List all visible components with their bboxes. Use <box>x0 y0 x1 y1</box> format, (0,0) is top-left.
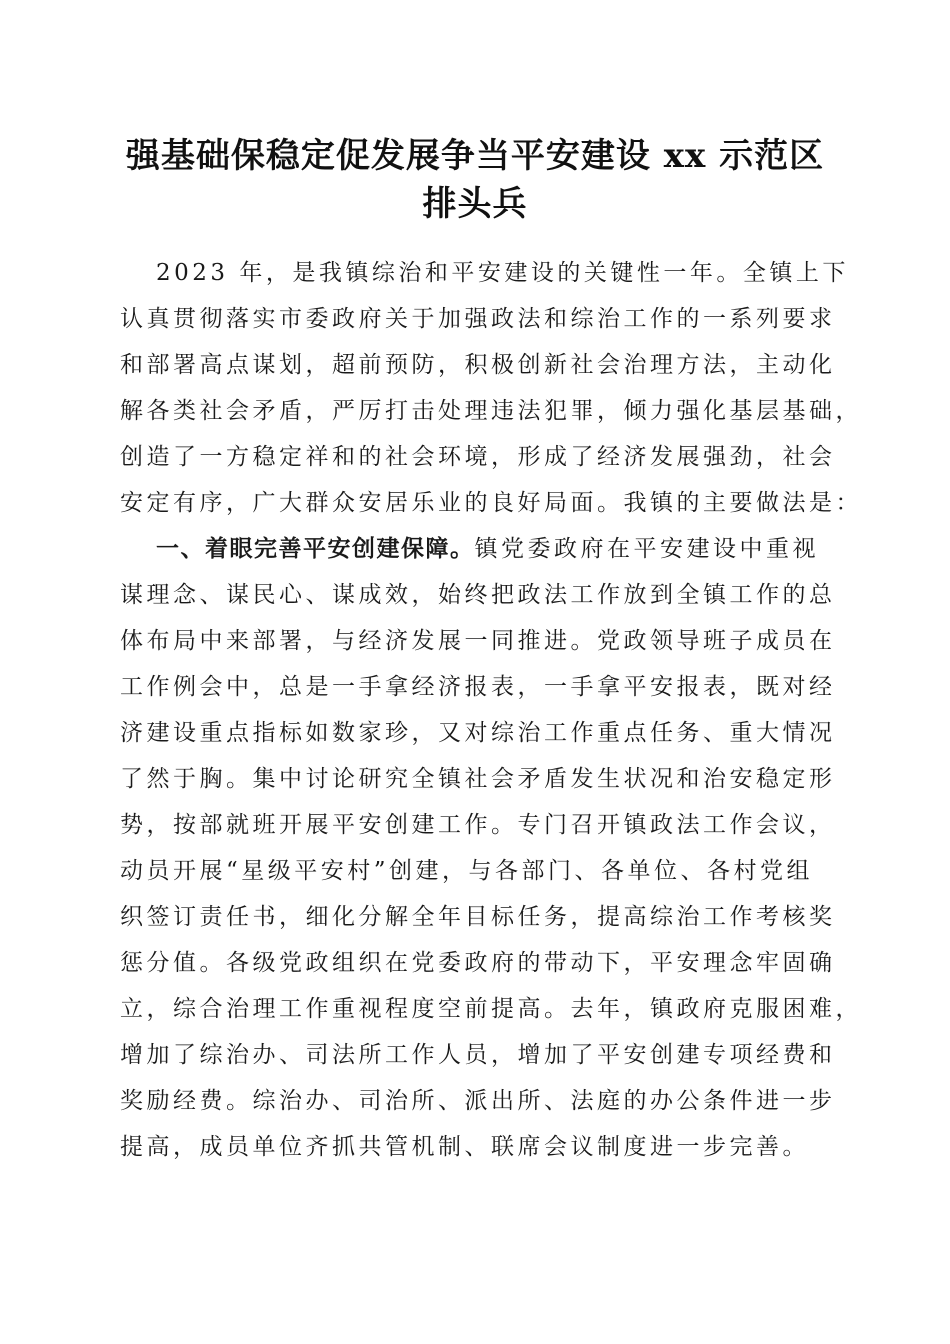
page-title <box>120 132 830 228</box>
paragraph-line: 济建设重点指标如数家珍，又对综治工作重点任务、重大情况 <box>120 720 836 746</box>
section-1-first-line <box>120 526 832 572</box>
paragraph-line: 动员开展“星级平安村”创建，与各部门、各单位、各村党组 <box>120 858 814 884</box>
paragraph-line: 创造了一方稳定祥和的社会环境，形成了经济发展强劲，社会 <box>120 444 836 470</box>
paragraph-line: 解各类社会矛盾，严厉打击处理违法犯罪，倾力强化基层基础， <box>120 398 862 424</box>
section-1-first-line-text: 镇党委政府在平安建设中重视 <box>474 536 819 562</box>
paragraph-line: 织签订责任书，细化分解全年目标任务，提高综治工作考核奖 <box>120 904 836 930</box>
paragraph-line: 认真贯彻落实市委政府关于加强政法和综治工作的一系列要求 <box>120 306 836 332</box>
paragraph-line: 惩分值。各级党政组织在党委政府的带动下，平安理念牢固确 <box>120 950 836 976</box>
paragraph-line: 提高，成员单位齐抓共管机制、联席会议制度进一步完善。 <box>120 1134 809 1160</box>
title-line-2: 排头兵 <box>422 184 528 224</box>
paragraph-line: 势，按部就班开展平安创建工作。专门召开镇政法工作会议， <box>120 812 836 838</box>
paragraph-line: 安定有序，广大群众安居乐业的良好局面。我镇的主要做法是： <box>120 490 862 516</box>
paragraph-line: 谋理念、谋民心、谋成效，始终把政法工作放到全镇工作的总 <box>120 582 836 608</box>
section-1-heading: 一、着眼完善平安创建保障。 <box>156 536 475 562</box>
paragraph-line: 增加了综治办、司法所工作人员，增加了平安创建专项经费和 <box>120 1042 836 1068</box>
paragraph-intro <box>120 250 862 526</box>
paragraph-line: 立，综合治理工作重视程度空前提高。去年，镇政府克服困难， <box>120 996 862 1022</box>
paragraph-line: 了然于胸。集中讨论研究全镇社会矛盾发生状况和治安稳定形 <box>120 766 836 792</box>
document-body <box>120 250 862 1170</box>
paragraph-line: 2023 年，是我镇综治和平安建设的关键性一年。全镇上下 <box>156 260 849 286</box>
paragraph-line: 和部署高点谋划，超前预防，积极创新社会治理方法，主动化 <box>120 352 836 378</box>
paragraph-line: 体布局中来部署，与经济发展一同推进。党政领导班子成员在 <box>120 628 836 654</box>
paragraph-line: 工作例会中，总是一手拿经济报表，一手拿平安报表，既对经 <box>120 674 836 700</box>
title-line-1: 强基础保稳定促发展争当平安建设 xx 示范区 <box>125 136 825 176</box>
section-1 <box>120 526 862 1170</box>
paragraph-line: 奖励经费。综治办、司治所、派出所、法庭的办公条件进一步 <box>120 1088 836 1114</box>
